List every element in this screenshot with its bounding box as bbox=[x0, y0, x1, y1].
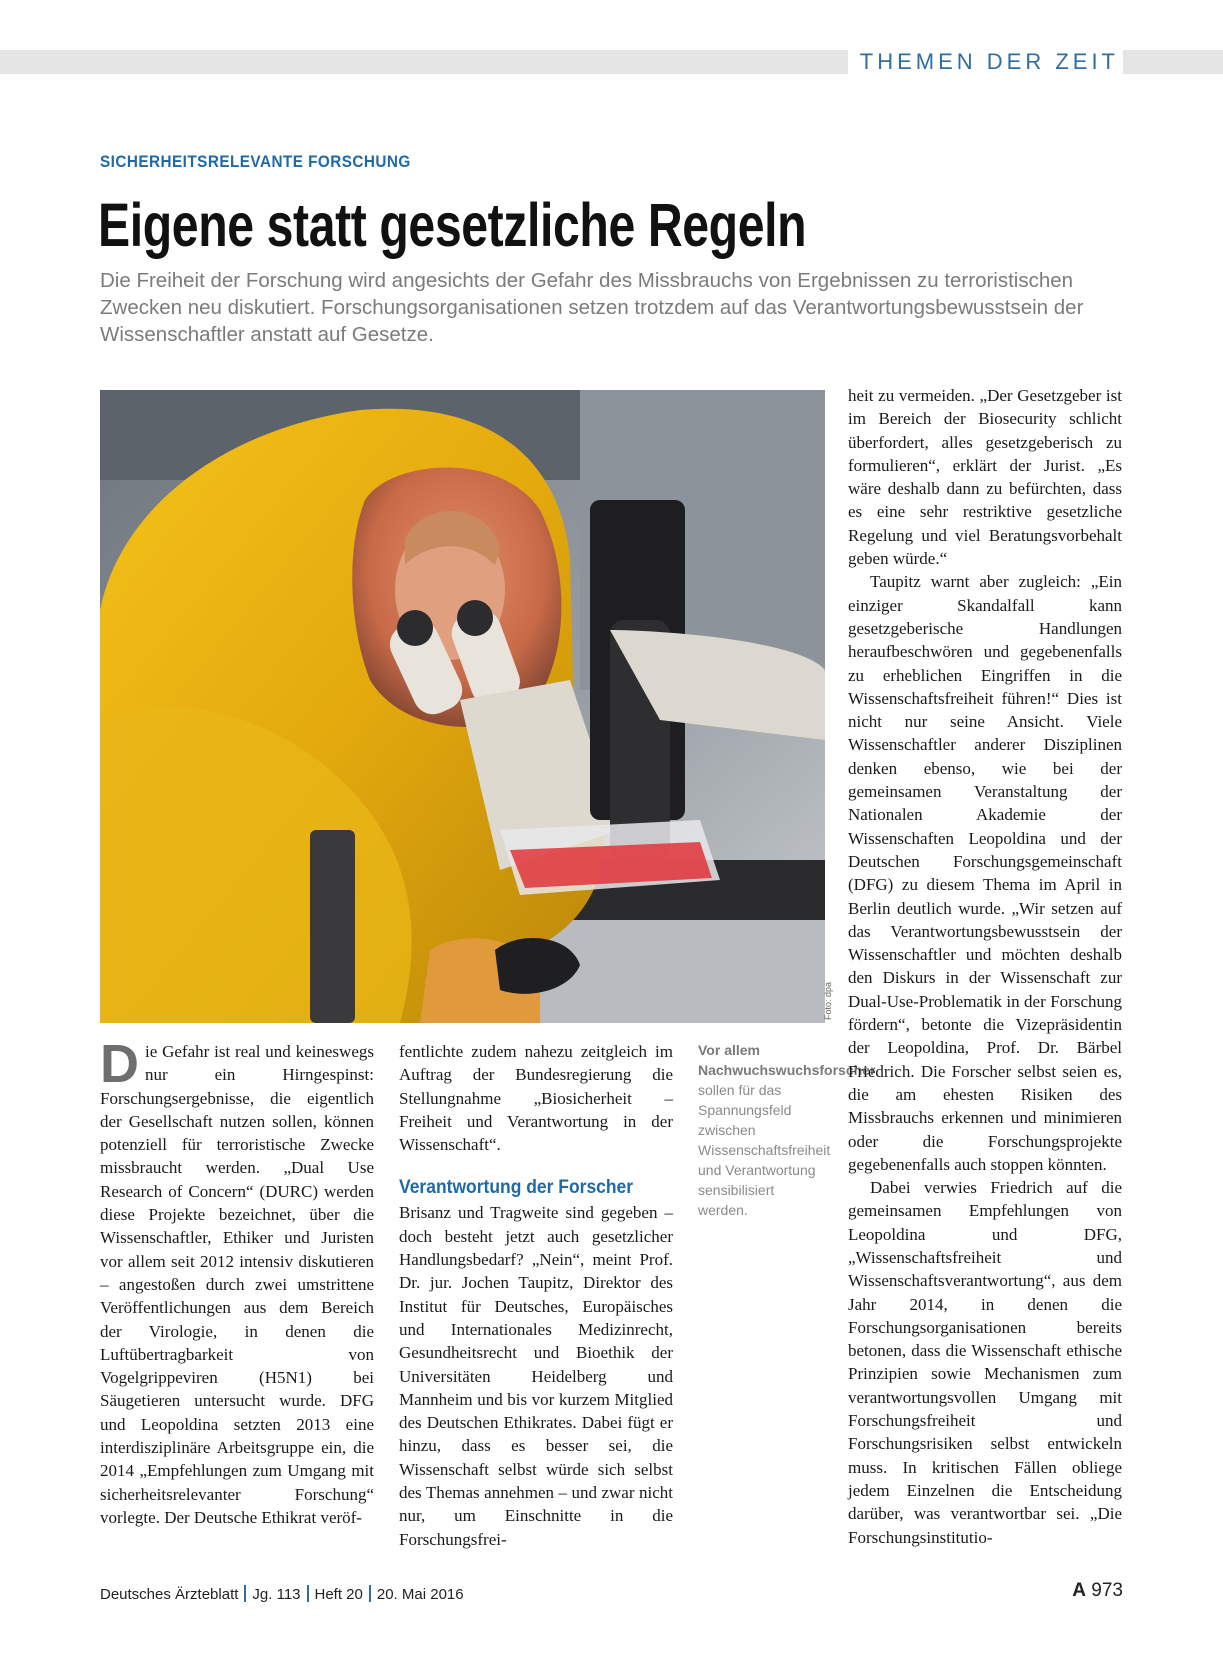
footer-separator bbox=[369, 1585, 371, 1602]
article-headline: Eigene statt gesetzliche Regeln bbox=[98, 191, 807, 259]
dropcap: D bbox=[100, 1034, 139, 1094]
journal-date: 20. Mai 2016 bbox=[376, 1586, 464, 1603]
page-number-value: 973 bbox=[1091, 1580, 1123, 1601]
journal-name: Deutsches Ärzteblatt bbox=[100, 1586, 239, 1603]
body-column-1 bbox=[100, 1034, 374, 1529]
body-paragraph: fentlichte zudem nahezu zeitgleich im Auftrag der Bundesregierung die Stellungnahme „Biosicherheit – Freiheit und Verantwortung in der Wissenschaft“. bbox=[399, 1042, 673, 1155]
journal-volume: Jg. 113 bbox=[252, 1586, 301, 1603]
footer-separator bbox=[307, 1585, 309, 1602]
body-text: ie Gefahr ist real und keineswegs nur ein Hirngespinst: Forschungsergebnisse, die eigentlich der Gesellschaft nutzen sollen, können potenziell für terroristische Zwecke missbraucht werden. „Dual Use Research of Concern“ (DURC) werden diese Projekte bezeichnet, über die Wissenschaftler, Ethiker und Juristen vor allem seit 2012 intensiv diskutieren – angestoßen durch zwei umstrittene Veröffentlichungen aus dem Bereich der Virologie, in denen die Luftübertragbarkeit von Vogelgrippeviren (H5N1) bei Säugetieren untersucht wurde. DFG und Leopoldina setzten 2013 eine interdisziplinäre Arbeitsgruppe ein, die 2014 „Empfehlungen zum Umgang mit sicherheitsrelevanter Forschung“ vorlegte. Der Deutsche Ethikrat veröf- bbox=[100, 1042, 374, 1527]
body-paragraph: heit zu vermeiden. „Der Gesetzgeber ist im Bereich der Biosecurity schlicht überfordert, alles gesetzgeberisch zu formulieren“, erklärt der Jurist. „Es wäre deshalb dann zu befürchten, dass es eine sehr restriktive gesetzliche Regelung und viel Beratungsvorbehalt geben würde.“ bbox=[848, 386, 1122, 569]
caption-text: sollen für das Spannungsfeld zwischen Wissenschaftsfreiheit und Verantwortung sensibilisiert werden. bbox=[698, 1082, 831, 1218]
article-kicker: SICHERHEITSRELEVANTE FORSCHUNG bbox=[100, 152, 411, 171]
article-photo bbox=[100, 390, 825, 1023]
body-paragraph: Dabei verwies Friedrich auf die gemeinsamen Empfehlungen von Leopoldina und DFG, „Wissenschaftsfreiheit und Wissenschaftsverantwortung“, aus dem Jahr 2014, in denen die Forschungsorganisationen bereits betonen, dass die Wissenschaft ethische Prinzipien sowie Mechanismen zum verantwortungsvollen Umgang mit Forschungsfreiheit und Forschungsrisiken selbst entwickeln muss. In kritischen Fällen obliege jedem Einzelnen die Entscheidung darüber, was verantwortbar sei. „Die Forschungsinstitutio- bbox=[848, 1178, 1122, 1547]
body-column-3 bbox=[848, 384, 1122, 1549]
body-paragraph: Taupitz warnt aber zugleich: „Ein einziger Skandalfall kann gesetzgeberische Handlungen heraufbeschwören und gegebenenfalls zu erheblichen Eingriffen in die Wissenschaftsfreiheit führen!“ Dies ist nicht nur seine Ansicht. Viele Wissenschaftler anderer Disziplinen denken ebenso, wie bei der gemeinsamen Veranstaltung der Nationalen Akademie der Wissenschaften Leopoldina und der Deutschen Forschungsgemeinschaft (DFG) zu diesem Thema im April in Berlin deutlich wurde. „Wir setzen auf das Verantwortungsbewusstsein der Wissenschaftler und möchten deshalb den Diskurs in der Wissenschaft zur Dual-Use-Problematik in der Forschung fördern“, betonte die Vizepräsidentin der Leopoldina, Prof. Dr. Bärbel Friedrich. Die Forscher selbst seien es, die am ehesten Risiken des Missbrauchs erkennen und minimieren oder die Forschungsprojekte gegebenenfalls auch stoppen könnten. bbox=[848, 572, 1122, 1174]
article-lead: Die Freiheit der Forschung wird angesichts der Gefahr des Missbrauchs von Ergebnissen zu terroristischen Zwecken neu diskutiert. Forschungsorganisationen setzen trotzdem auf das Verantwortungsbewusstsein der Wissenschaftler anstatt auf Gesetze. bbox=[100, 269, 1084, 346]
photo-credit: Foto: dpa bbox=[823, 981, 833, 1020]
section-subhead: Verantwortung der Forscher bbox=[399, 1177, 634, 1199]
photo-caption bbox=[698, 1040, 876, 1220]
body-paragraph: Brisanz und Tragweite sind gegeben – doch besteht jetzt auch gesetzlicher Handlungsbedarf? „Nein“, meint Prof. Dr. jur. Jochen Taupitz, Direktor des Institut für Deutsches, Europäisches und Internationales Medizinrecht, Gesundheitsrecht und Bioethik der Universitäten Heidelberg und Mannheim und bis vor kurzem Mitglied des Deutschen Ethikrates. Dabei fügt er hinzu, dass es besser sei, die Wissenschaft selbst würde sich selbst des Themas annehmen – und zwar nicht nur, um Einschnitte in die Forschungsfrei- bbox=[399, 1203, 673, 1549]
footer-citation bbox=[100, 1585, 464, 1603]
section-label: THEMEN DER ZEIT bbox=[848, 48, 1123, 76]
body-column-2 bbox=[399, 1040, 673, 1551]
page-number bbox=[1072, 1580, 1123, 1602]
caption-bold: Vor allem Nachwuchswuchsforscher bbox=[698, 1042, 876, 1078]
journal-issue: Heft 20 bbox=[314, 1586, 363, 1603]
body-paragraph bbox=[100, 1034, 374, 1529]
footer-separator bbox=[244, 1585, 246, 1602]
page-prefix: A bbox=[1072, 1580, 1087, 1601]
